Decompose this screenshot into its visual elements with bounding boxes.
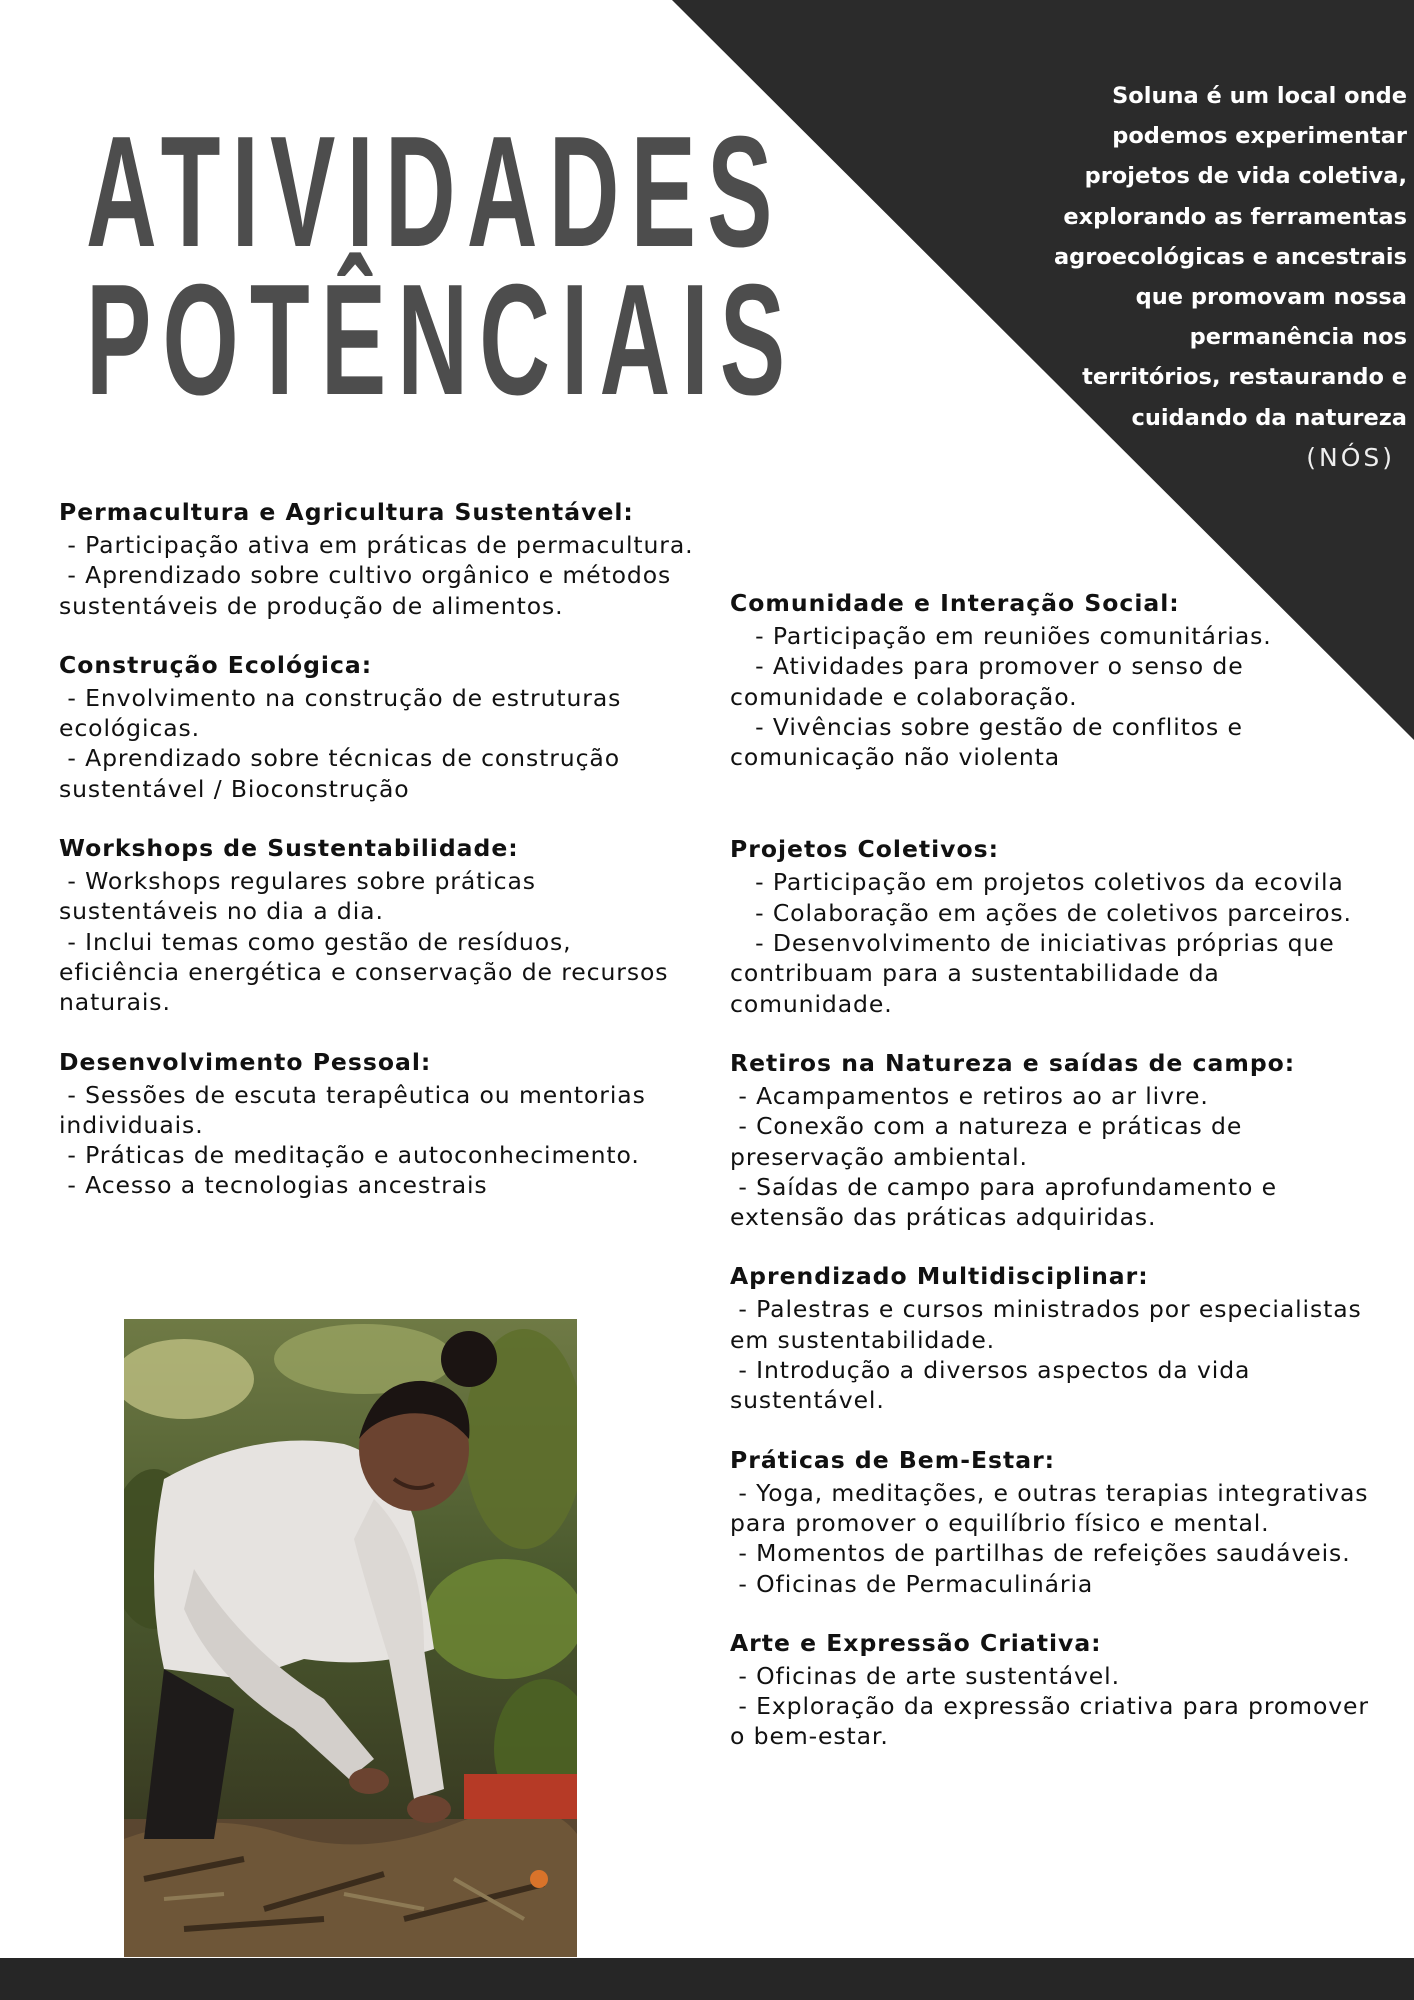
- list-item: - Aprendizado sobre técnicas de construção sustentável / Bioconstrução: [59, 744, 629, 803]
- section-heading: Práticas de Bem-Estar:: [730, 1445, 1056, 1474]
- section-construcao-ecologica: [59, 650, 699, 804]
- list-item: - Colaboração em ações de coletivos parceiros.: [730, 898, 1352, 927]
- section-permacultura: [59, 497, 699, 621]
- list-item: - Vivências sobre gestão de conflitos e comunicação não violenta: [730, 712, 1252, 772]
- list-item: - Acesso a tecnologias ancestrais: [59, 1171, 488, 1200]
- section-comunidade: [730, 588, 1380, 772]
- list-item: - Oficinas de arte sustentável.: [730, 1661, 1120, 1690]
- section-desenvolvimento-pessoal: [59, 1047, 699, 1201]
- intro-signature: (NÓS): [1306, 442, 1395, 472]
- list-item: - Atividades para promover o senso de comunidade e colaboração.: [730, 652, 1252, 711]
- list-item: - Yoga, meditações, e outras terapias integrativas para promover o equilíbrio físico e mental.: [730, 1478, 1377, 1537]
- intro-statement: [987, 76, 1407, 478]
- list-item: - Oficinas de Permaculinária: [730, 1569, 1094, 1598]
- list-item: - Acampamentos e retiros ao ar livre.: [730, 1081, 1209, 1110]
- bottom-bar: [0, 1958, 1414, 2000]
- section-aprendizado: [730, 1261, 1380, 1415]
- section-heading: Permacultura e Agricultura Sustentável:: [59, 498, 634, 526]
- list-item: - Palestras e cursos ministrados por especialistas em sustentabilidade.: [730, 1295, 1371, 1354]
- section-projetos-coletivos: [730, 834, 1380, 1018]
- garden-photo: [124, 1319, 577, 1957]
- section-workshops: [59, 833, 699, 1017]
- section-arte: [730, 1628, 1380, 1752]
- section-retiros: [730, 1048, 1380, 1232]
- section-heading: Arte e Expressão Criativa:: [730, 1628, 1102, 1657]
- section-heading: Aprendizado Multidisciplinar:: [730, 1262, 1149, 1291]
- left-column: [59, 497, 699, 1230]
- intro-text: Soluna é um local onde podemos experimentar projetos de vida coletiva, explorando as ferramentas agroecológicas e ancestrais que promovam nossa permanência nos territórios, restaurando e cuidando da natureza: [1053, 83, 1407, 431]
- section-heading: Retiros na Natureza e saídas de campo:: [730, 1048, 1296, 1077]
- section-heading: Comunidade e Interação Social:: [730, 589, 1180, 617]
- right-column: [730, 588, 1380, 1781]
- list-item: - Desenvolvimento de iniciativas próprias que contribuam para a sustentabilidade da comunidade.: [730, 929, 1343, 1018]
- list-item: - Introdução a diversos aspectos da vida sustentável.: [730, 1356, 1259, 1415]
- section-heading: Projetos Coletivos:: [730, 835, 1000, 864]
- list-item: - Momentos de partilhas de refeições saudáveis.: [730, 1539, 1351, 1568]
- list-item: - Participação em projetos coletivos da ecovila: [730, 868, 1344, 897]
- section-bem-estar: [730, 1445, 1380, 1599]
- list-item: - Participação em reuniões comunitárias.: [730, 622, 1272, 650]
- list-item: - Aprendizado sobre cultivo orgânico e métodos sustentáveis de produção de alimentos.: [59, 561, 680, 620]
- woman-gardening-illustration: [124, 1319, 577, 1957]
- list-item: - Práticas de meditação e autoconhecimento.: [59, 1141, 640, 1170]
- list-item: - Conexão com a natureza e práticas de preservação ambiental.: [730, 1112, 1251, 1171]
- title-line-1: ATIVIDADES: [86, 104, 784, 280]
- list-item: - Sessões de escuta terapêutica ou mentorias individuais.: [59, 1080, 655, 1139]
- list-item: - Exploração da expressão criativa para promover o bem-estar.: [730, 1692, 1378, 1751]
- list-item: - Participação ativa em práticas de permacultura.: [59, 531, 694, 559]
- section-heading: Construção Ecológica:: [59, 650, 373, 679]
- list-item: - Saídas de campo para aprofundamento e extensão das práticas adquiridas.: [730, 1172, 1286, 1232]
- list-item: - Workshops regulares sobre práticas sustentáveis no dia a dia.: [59, 867, 545, 926]
- title-line-2: POTÊNCIAIS: [86, 252, 797, 428]
- section-heading: Workshops de Sustentabilidade:: [59, 834, 519, 863]
- section-heading: Desenvolvimento Pessoal:: [59, 1047, 432, 1076]
- list-item: - Inclui temas como gestão de resíduos, eficiência energética e conservação de recursos naturais.: [59, 927, 677, 1017]
- page-title: [86, 104, 797, 428]
- list-item: - Envolvimento na construção de estruturas ecológicas.: [59, 683, 630, 743]
